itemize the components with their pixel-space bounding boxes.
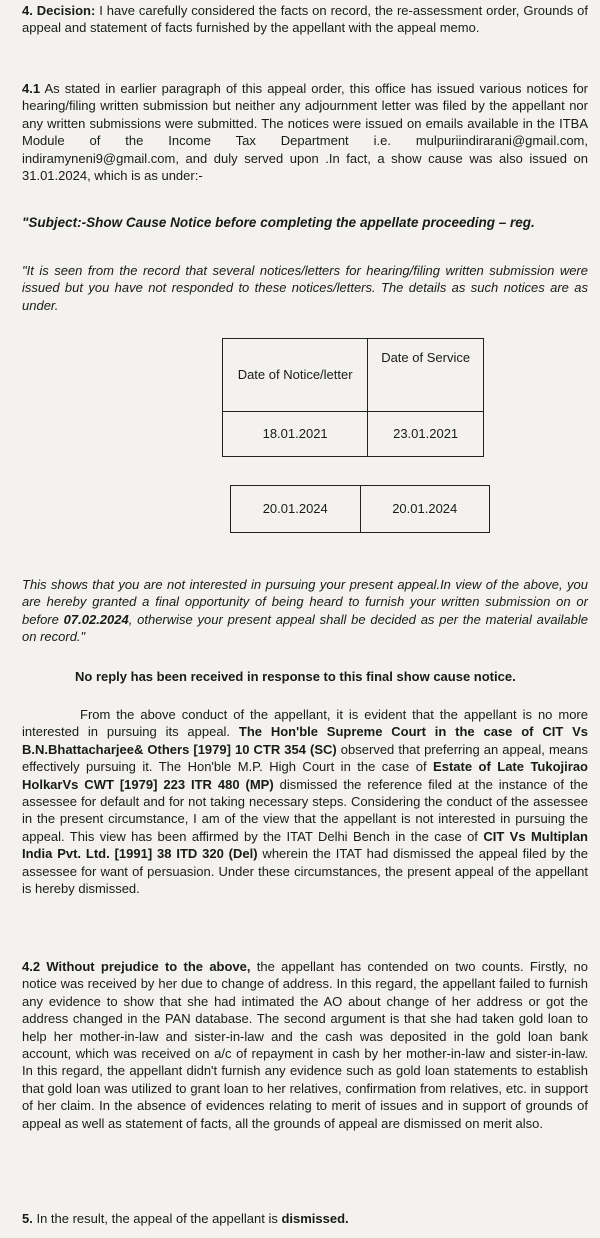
section-4-1-text: As stated in earlier paragraph of this appeal order, this office has issued various notices for hearing/filing written submission but neither any adjournment letter was filed by the appellant nor any written submissions were submitted. The notices were issued on emails available in the ITBA Module of the Income Tax Department i.e. mulpuriindirarani@gmail.com, indiramyneni9@gmail.com, and duly served upon .In fact, a show cause was also issued on 31.01.2024, which is as under:- (22, 81, 588, 184)
service-date-cell: 23.01.2021 (368, 412, 484, 457)
section-4-2-lead: 4.2 Without prejudice to the above, (22, 959, 251, 974)
col-header-notice-date: Date of Notice/letter (223, 339, 368, 412)
notice-closing-text-2: , otherwise your present appeal shall be decided as per the material available on record." (22, 611, 588, 645)
section-5-text: In the result, the appeal of the appellant is (32, 1211, 282, 1226)
case-citation-supreme-court: The Hon'ble Supreme Court in the case of CIT Vs B.N.Bhattacharjee& Others [1979] 10 CTR 354 (SC) (22, 724, 588, 757)
section-5-number: 5. (22, 1211, 33, 1226)
case-citation-itat: CIT Vs Multiplan India Pvt. Ltd. [1991] 38 ITD 320 (Del) (22, 828, 588, 862)
section-4-1-paragraph (22, 80, 588, 184)
section-4-number: 4. (22, 3, 33, 18)
notice-subject: "Subject:-Show Cause Notice before completing the appellate proceeding – reg. (22, 215, 535, 230)
conduct-text-3: dismissed the reference filed at the instance of the assessee for default and for not taking necessary steps. Considering the conduct of the assessee in the present circumstance, I am of the view that the appellant is not interested in pursuing the appeal. This view has been affirmed by the ITAT Delhi Bench in the case of (22, 776, 588, 844)
col-header-service-date: Date of Service (368, 339, 484, 412)
conduct-text-1: From the above conduct of the appellant, it is evident that the appellant is no more interested in pursuing its appeal. (22, 707, 588, 740)
section-4-heading: Decision: (36, 3, 96, 18)
section-5-result: dismissed. (281, 1211, 349, 1226)
section-4-paragraph (22, 2, 588, 37)
notice-body: "It is seen from the record that several notices/letters for hearing/filing written submission were issued but you have not responded to these notices/letters. The details as such notices are as under. (22, 263, 588, 313)
section-4-text: I have carefully considered the facts on record, the re-assessment order, Grounds of appeal and statement of facts furnished by the appellant with the appeal memo. (22, 3, 588, 36)
conduct-text-4: wherein the ITAT had dismissed the appeal filed by the assessee for want of persuasion. Under these circumstances, the present appeal of the appellant is hereby dismissed. (22, 846, 589, 897)
notice-table (222, 338, 484, 457)
conduct-paragraph (22, 706, 588, 897)
notice-closing (22, 576, 588, 646)
section-5-paragraph (22, 1210, 588, 1227)
notice-deadline-date: 07.02.2024 (63, 611, 129, 627)
notice-date-cell: 20.01.2024 (231, 486, 361, 533)
section-4-2-text: the appellant has contended on two counts. Firstly, no notice was received by her due to change of address. In this regard, the appellant failed to furnish any evidence to show that she had intimated the AO about change of her address or got the address changed in the PAN database. The second argument is that she had taken gold loan to help her mother-in-law and sister-in-law and the cash was deposited in the gold loan bank account, which was received on a/c of repayment in cash by her mother-in-law and sister-in-law. In this regard, the appellant didn't furnish any evidence such as gold loan statements to establish that gold loan was utilized to grant loan to her relatives, confirmation from relatives, etc. in support of her claim. In the absence of evidences relating to merit of issues and in support of grounds of appeal as well as statement of facts, all the grounds of appeal are dismissed on merit also. (22, 959, 588, 1131)
table-row (223, 412, 484, 457)
section-4-2-paragraph (22, 958, 588, 1132)
service-date-cell: 20.01.2024 (360, 486, 490, 533)
notice-table-continued (230, 485, 490, 533)
notice-closing-text-1: This shows that you are not interested in pursuing your present appeal.In view of the above, you are hereby granted a final opportunity of being heard to furnish your written submission on or before (22, 577, 588, 627)
no-reply-statement: No reply has been received in response to this final show cause notice. (75, 669, 516, 684)
conduct-text-2: observed that preferring an appeal, means effectively pursuing it. The Hon'ble M.P. High Court in the case of (22, 741, 588, 775)
notice-date-cell: 18.01.2021 (223, 412, 368, 457)
case-citation-high-court: Estate of Late Tukojirao HolkarVs CWT [1979] 223 ITR 480 (MP) (22, 759, 589, 792)
section-4-1-number: 4.1 (22, 81, 41, 96)
notice-table-header-row (223, 339, 484, 412)
table-row (231, 486, 490, 533)
